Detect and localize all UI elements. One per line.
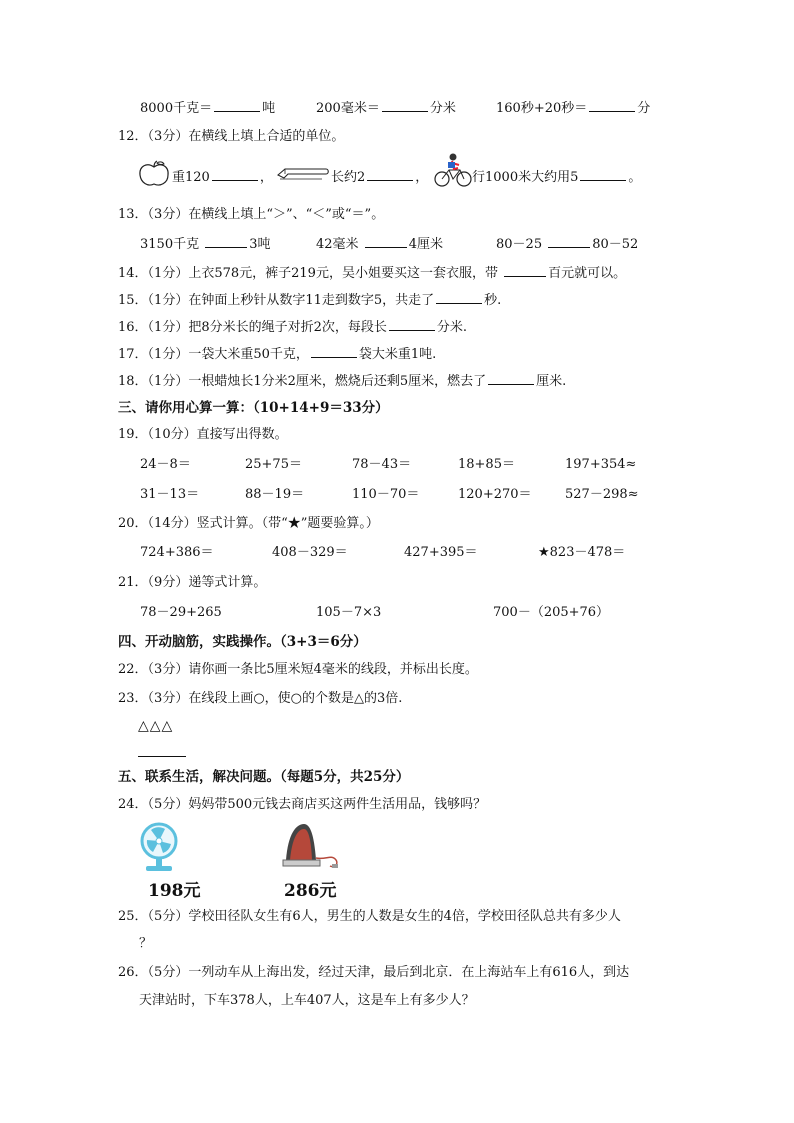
calc-item: 110－70＝: [352, 487, 420, 502]
q18: 18．（1分）一根蜡烛长1分米2厘米，燃烧后还剩5厘米，燃去了 厘米.: [118, 370, 566, 392]
calc-item: 88－19＝: [245, 487, 305, 502]
q26-line-2: 天津站时，下车378人，上车407人，这是车上有多少人？: [139, 993, 475, 1008]
q15: 15．（1分）在钟面上秒针从数字11走到数字5，共走了 秒.: [118, 289, 501, 311]
q12-prompt: 12．（3分）在横线上填上合适的单位。: [118, 129, 345, 144]
answer-blank[interactable]: [580, 166, 626, 181]
triangles-row: △△△: [138, 718, 174, 734]
q17: 17．（1分）一袋大米重50千克， 袋大米重1吨.: [118, 343, 436, 365]
calc-item: 78－29+265: [140, 605, 222, 620]
q26-line-1: 26．（5分）一列动车从上海出发，经过天津，最后到北京．在上海站车上有616人，到达: [118, 965, 630, 980]
calc-item: 527－298≈: [565, 487, 639, 502]
answer-blank[interactable]: [311, 343, 357, 358]
answer-blank[interactable]: [212, 166, 258, 181]
cyclist-icon: [434, 152, 472, 188]
q16: 16．（1分）把8分米长的绳子对折2次，每段长 分米.: [118, 316, 467, 338]
calc-item: 724+386＝: [140, 545, 214, 560]
calc-item: 408－329＝: [272, 545, 348, 560]
q11-c-text: 160秒+20秒＝: [496, 101, 588, 116]
q11-a-text: 8000千克＝: [140, 101, 213, 116]
calc-item: 427+395＝: [404, 545, 478, 560]
q22: 22．（3分）请你画一条比5厘米短4毫米的线段，并标出长度。: [118, 662, 478, 677]
answer-blank[interactable]: [205, 233, 247, 248]
fan-icon: [135, 822, 183, 872]
answer-blank[interactable]: [504, 262, 546, 277]
q11-b-text: 200毫米＝: [316, 101, 380, 116]
q19-prompt: 19．（10分）直接写出得数。: [118, 427, 288, 442]
calc-item: 24－8＝: [140, 457, 191, 472]
answer-blank[interactable]: [389, 316, 435, 331]
answer-blank[interactable]: [214, 97, 260, 112]
section-5-heading: 五、联系生活，解决问题。（每题5分，共25分）: [118, 769, 410, 785]
section-4-heading: 四、开动脑筋，实践操作。（3+3＝6分）: [118, 634, 367, 650]
calc-item: 31－13＝: [140, 487, 200, 502]
iron-price: 286元: [284, 881, 337, 901]
answer-blank[interactable]: [382, 97, 428, 112]
drawing-segment[interactable]: [138, 756, 186, 757]
q11-a-unit: 吨: [262, 101, 276, 116]
calc-item: 25+75＝: [245, 457, 302, 472]
answer-blank[interactable]: [367, 166, 413, 181]
answer-blank[interactable]: [488, 370, 534, 385]
calc-item: 18+85＝: [458, 457, 515, 472]
q11-b-unit: 分米: [429, 101, 456, 116]
fan-price: 198元: [148, 881, 201, 901]
q14: 14．（1分）上衣578元，裤子219元，吴小姐要买这一套衣服，带 百元就可以。: [118, 262, 626, 284]
calc-item: 105－7×3: [316, 605, 382, 620]
q13-prompt: 13．（3分）在横线上填上“＞”、“＜”或“＝”。: [118, 207, 385, 222]
answer-blank[interactable]: [548, 233, 590, 248]
q23: 23．（3分）在线段上画○，使○的个数是△的3倍.: [118, 691, 403, 706]
calc-item: 120+270＝: [458, 487, 532, 502]
q25-line-2: ？: [139, 936, 153, 951]
calc-item: 78－43＝: [352, 457, 412, 472]
q21-prompt: 21．（9分）递等式计算。: [118, 575, 267, 590]
worksheet-page: 8000千克＝ 吨 200毫米＝ 分米 160秒+20秒＝ 分 12．（3分）在横线上填上合适的单位。 重120 ， 长约2 ， 行1000米大约用5 。 13．（3分）在横线上填上“＞”、“＜”或“＝”。 3150千克 3吨 42毫米 4厘米 80－25 80－52 14．（1分）上衣578元，裤子219元，吴小姐要买这一套衣服，带 百元就可以。 15．（1分）在钟面上秒针从数字11走到数字5，共走了 秒. 16．（1分）把8分米长的绳子对折2次，每段长 分米. 17．（1分）一袋大米重50千克， 袋大米重1吨. 18．（1分）一根蜡烛长1分米2厘米，燃烧后还剩5厘米，燃去了 厘米. 三、请你用心算一算：（10+14+9＝33分） 19．（10分）直接写出得数。 24－8＝ 25+75＝ 78－43＝ 18+85＝ 197+354≈ 31－13＝ 88－19＝ 110－70＝ 120+270＝ 527－298≈ 20．（14分）竖式计算。（带“★”题要验算。） 724+386＝ 408－329＝ 427+395＝ ★823－478＝ 21．（9分）递等式计算。 78－29+265 105－7×3 700－（205+76） 四、开动脑筋，实践操作。（3+3＝6分） 22．（3分）请你画一条比5厘米短4毫米的线段，并标出长度。 23．（3分）在线段上画○，使○的个数是△的3倍. △△△ 五、联系生活，解决问题。（每题5分，共25分） 24．（5分）妈妈带500元钱去商店买这两件生活用品，钱够吗？ 198元 286元 25．（5分）学校田径队女生有6人，男生的人数是女生的4倍，学校田径队总共有多少人 ？ 26．（5分）一列动车从上海出发，经过天津，最后到北京．在上海站车上有616人，到达 天津站时，下车378人，上车407人，这是车上有多少人？: [0, 0, 794, 1123]
answer-blank[interactable]: [365, 233, 407, 248]
calc-item: ★823－478＝: [538, 545, 626, 560]
q20-prompt: 20．（14分）竖式计算。（带“★”题要验算。）: [118, 516, 379, 531]
section-3-heading: 三、请你用心算一算：（10+14+9＝33分）: [118, 400, 389, 416]
q25-line-1: 25．（5分）学校田径队女生有6人，男生的人数是女生的4倍，学校田径队总共有多少人: [118, 909, 621, 924]
calc-item: 700－（205+76）: [493, 605, 610, 620]
answer-blank[interactable]: [436, 289, 482, 304]
iron-icon: [278, 820, 342, 872]
answer-blank[interactable]: [589, 97, 635, 112]
toothbrush-icon: [276, 162, 330, 184]
q11-c-unit: 分: [637, 101, 651, 116]
q24: 24．（5分）妈妈带500元钱去商店买这两件生活用品，钱够吗？: [118, 797, 487, 812]
calc-item: 197+354≈: [565, 457, 637, 472]
apple-icon: [137, 160, 171, 188]
